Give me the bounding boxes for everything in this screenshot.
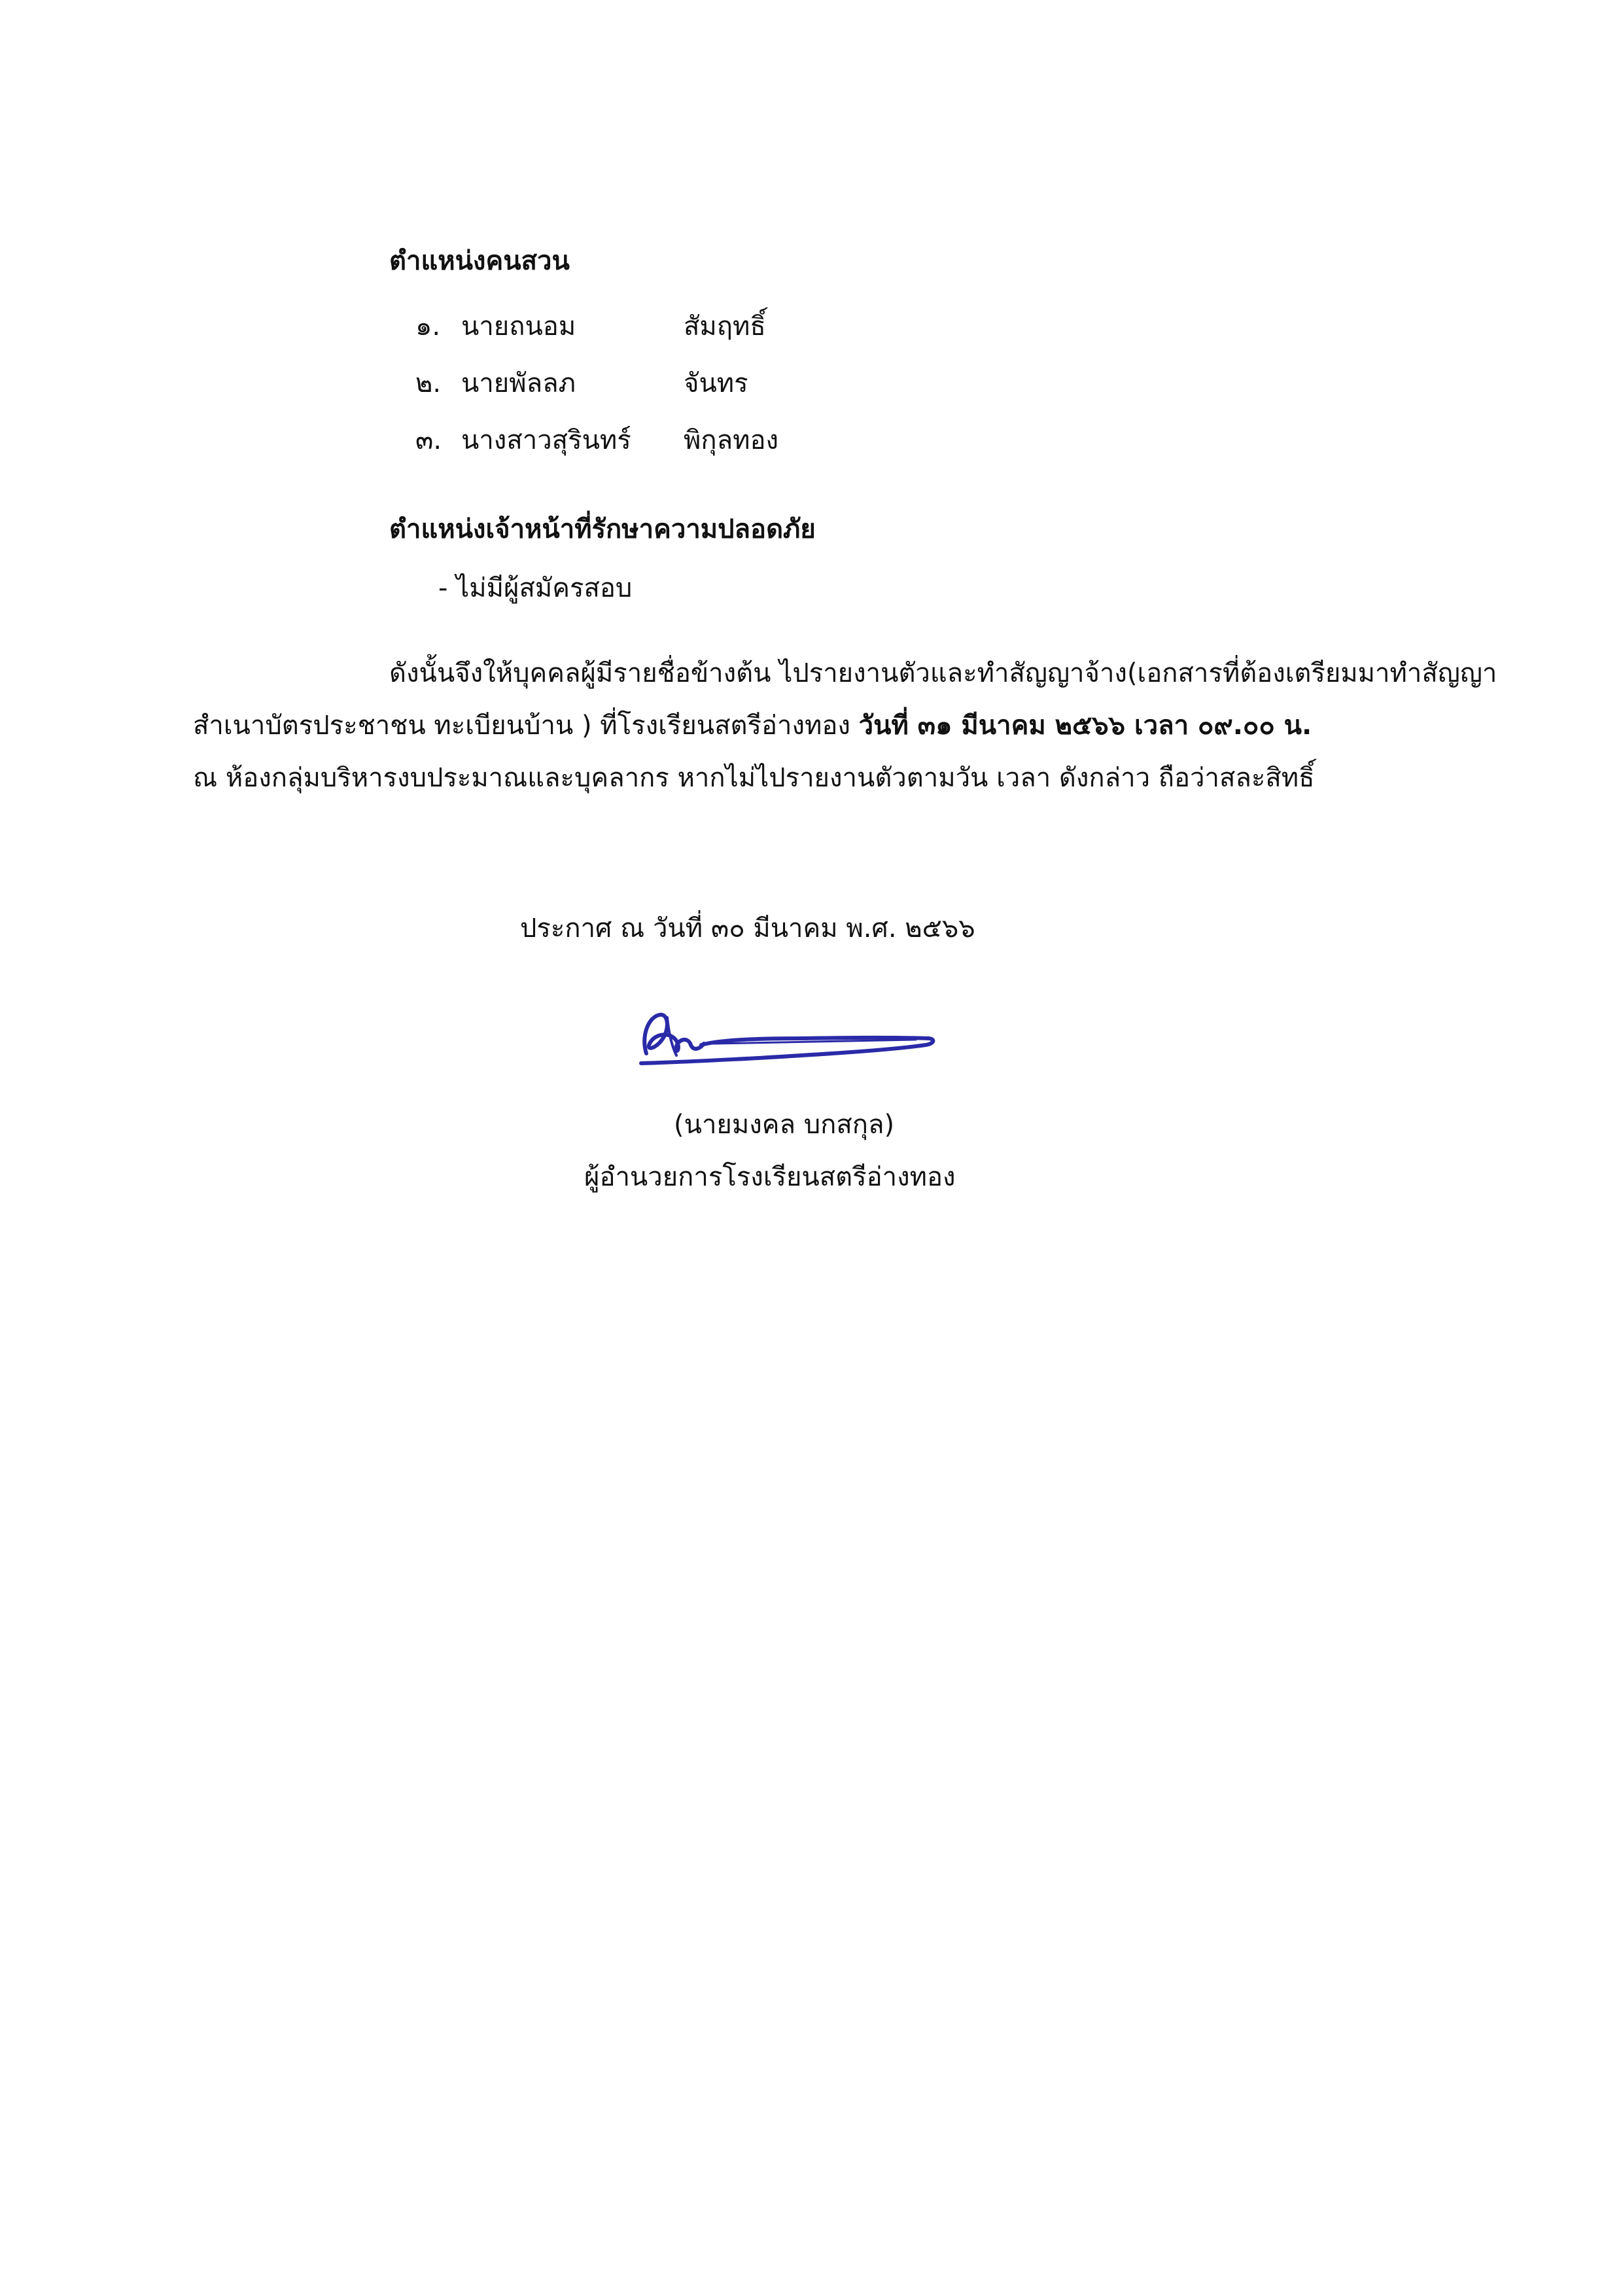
paragraph-line: ณ ห้องกลุ่มบริหารงบประมาณและบุคลากร หากไม่ไปรายงานตัวตามวัน เวลา ดังกล่าว ถือว่าสละสิทธิ์ <box>193 763 1315 793</box>
list-item-first-name: นายพัลลภ <box>461 368 576 398</box>
list-item-number: ๓. <box>415 425 442 455</box>
signature-image <box>628 991 955 1076</box>
list-item-last-name: พิกุลทอง <box>684 425 779 455</box>
paragraph-line: ดังนั้นจึงให้บุคคลผู้มีรายชื่อข้างต้น ไปรายงานตัวและทำสัญญาจ้าง(เอกสารที่ต้องเตรียมมาทำสัญญา <box>389 658 1497 688</box>
announcement-date: ประกาศ ณ วันที่ ๓๐ มีนาคม พ.ศ. ๒๕๖๖ <box>520 913 975 944</box>
signer-name: (นายมงคล บกสกุล) <box>674 1110 895 1140</box>
list-item-number: ๑. <box>415 311 441 342</box>
list-item-first-name: นายถนอม <box>461 311 576 342</box>
list-item-first-name: นางสาวสุรินทร์ <box>461 425 631 455</box>
section-heading-gardener: ตำแหน่งคนสวน <box>389 246 570 276</box>
list-item-last-name: สัมฤทธิ์ <box>684 311 766 342</box>
list-item-last-name: จันทร <box>684 368 748 398</box>
paragraph-text: สำเนาบัตรประชาชน ทะเบียนบ้าน ) ที่โรงเรียนสตรีอ่างทอง <box>193 711 859 741</box>
list-item-number: ๒. <box>415 368 442 398</box>
signer-title: ผู้อำนวยการโรงเรียนสตรีอ่างทอง <box>584 1162 956 1192</box>
paragraph-line <box>193 709 1312 743</box>
no-applicant-note: - ไม่มีผู้สมัครสอบ <box>438 573 633 603</box>
section-heading-security: ตำแหน่งเจ้าหน้าที่รักษาความปลอดภัย <box>389 514 816 544</box>
report-date: วันที่ ๓๑ มีนาคม ๒๕๖๖ เวลา ๐๙.๐๐ น. <box>858 711 1312 741</box>
